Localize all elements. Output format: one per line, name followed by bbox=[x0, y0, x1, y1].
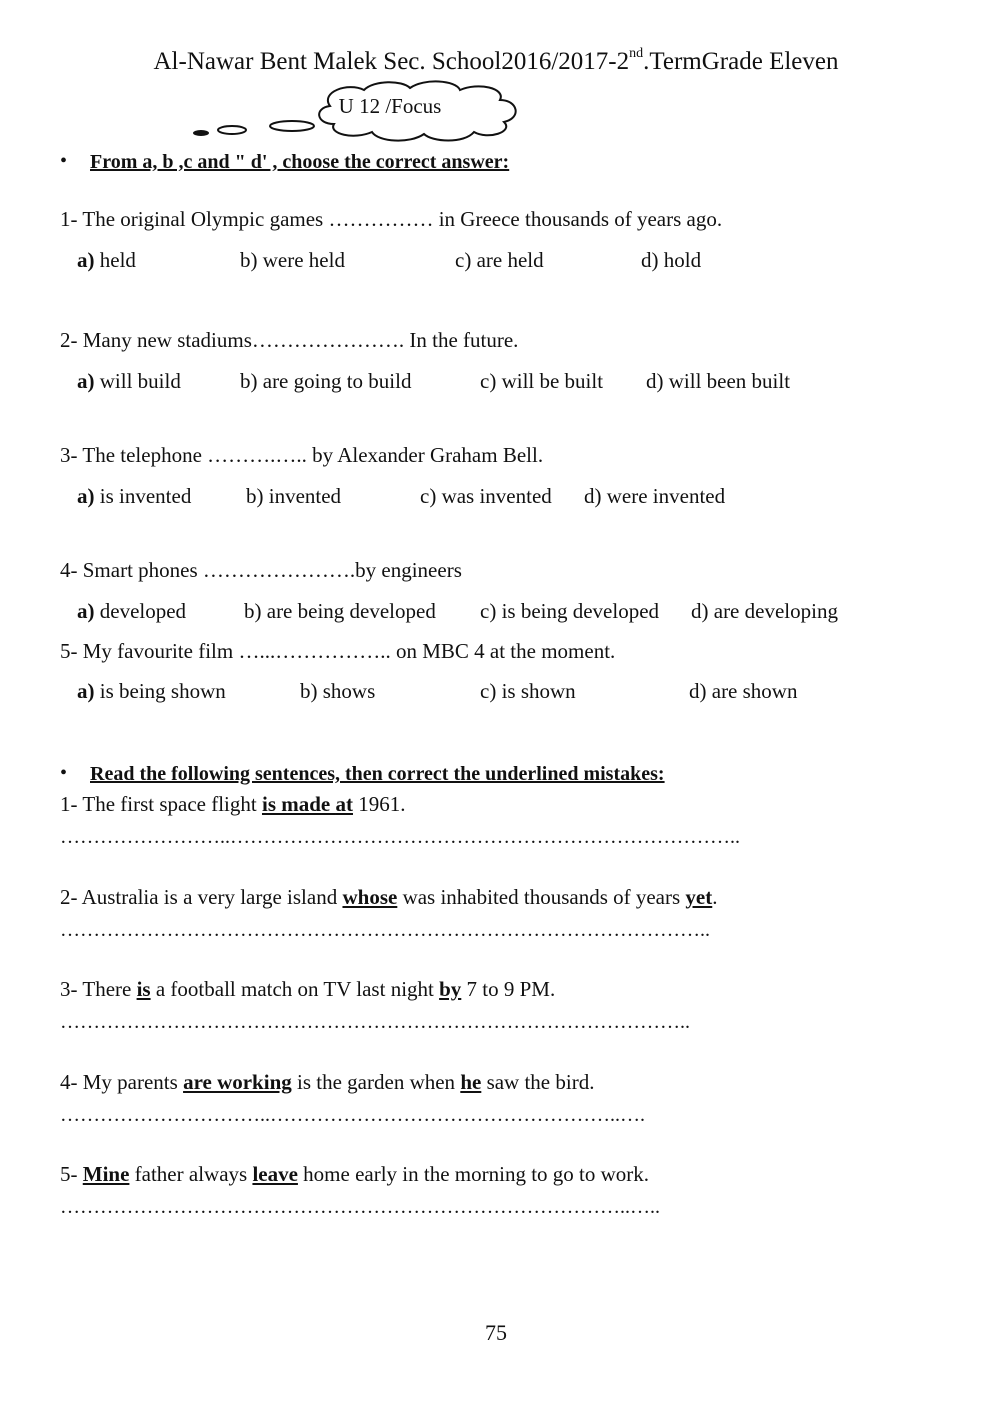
section1-instruction: From a, b ,c and " d' , choose the correct answer: bbox=[90, 151, 510, 173]
question-3-option-b: b) invented bbox=[246, 484, 342, 508]
underlined-mistake: whose bbox=[342, 885, 398, 909]
option-text: is invented bbox=[94, 484, 192, 508]
bullet-icon: • bbox=[60, 762, 68, 784]
page-header bbox=[0, 46, 992, 76]
option-letter: a) bbox=[77, 248, 95, 272]
sentence-text: . bbox=[712, 885, 718, 909]
question-2-option-d: d) will been built bbox=[646, 369, 791, 393]
answer-line-1: ……………………..………………………………………………………………….. bbox=[60, 826, 740, 848]
sentence-text: a football match on TV last night bbox=[150, 977, 440, 1001]
sentence-text: home early in the morning to go to work. bbox=[297, 1162, 650, 1186]
question-3-option-c: c) was invented bbox=[420, 484, 552, 508]
sentence-5 bbox=[60, 1162, 649, 1187]
bullet-icon: • bbox=[60, 150, 68, 172]
question-3-option-d: d) were invented bbox=[584, 484, 726, 508]
question-1-option-c: c) are held bbox=[455, 248, 544, 272]
underlined-mistake: at bbox=[335, 792, 353, 816]
underlined-mistake: Mine bbox=[82, 1162, 130, 1186]
option-letter: a) bbox=[77, 484, 95, 508]
question-3-stem: 3- The telephone ……….….. by Alexander Graham Bell. bbox=[60, 443, 544, 467]
question-4-option-c: c) is being developed bbox=[480, 599, 660, 623]
question-1-option-b: b) were held bbox=[240, 248, 345, 272]
underlined-mistake: yet bbox=[685, 885, 713, 909]
question-2-option-c: c) will be built bbox=[480, 369, 604, 393]
question-4-stem: 4- Smart phones ………………….by engineers bbox=[60, 558, 462, 582]
page-number: 75 bbox=[485, 1320, 507, 1345]
underlined-mistake: by bbox=[439, 977, 462, 1001]
sentence-text: saw the bird. bbox=[481, 1070, 595, 1094]
question-2-option-b: b) are going to build bbox=[240, 369, 412, 393]
sentence-text: 7 to 9 PM. bbox=[461, 977, 556, 1001]
question-1-option-a bbox=[77, 248, 136, 273]
option-letter: a) bbox=[77, 679, 95, 703]
answer-line-5: …………………………………………………………………………..….. bbox=[60, 1196, 660, 1218]
sentence-2 bbox=[60, 885, 718, 910]
sentence-text: was inhabited thousands of years bbox=[397, 885, 686, 909]
section2-instruction: Read the following sentences, then correct the underlined mistakes: bbox=[90, 763, 665, 785]
sentence-text: is the garden when bbox=[291, 1070, 461, 1094]
question-5-option-a bbox=[77, 679, 226, 704]
question-2-stem: 2- Many new stadiums…………………. In the future. bbox=[60, 328, 519, 352]
question-5-option-b: b) shows bbox=[300, 679, 376, 703]
header-title-sup: nd bbox=[629, 46, 644, 61]
question-4-option-d: d) are developing bbox=[691, 599, 838, 623]
header-title-prefix: Al-Nawar Bent Malek Sec. School2016/2017-2 bbox=[153, 48, 630, 75]
underlined-mistake: leave bbox=[252, 1162, 298, 1186]
sentence-3 bbox=[60, 977, 555, 1002]
sentence-1 bbox=[60, 792, 405, 817]
sentence-text: 1- The first space flight bbox=[60, 792, 262, 816]
sentence-text: 1961. bbox=[352, 792, 406, 816]
question-2-option-a bbox=[77, 369, 181, 394]
sentence-text: father always bbox=[129, 1162, 253, 1186]
question-3-option-a bbox=[77, 484, 191, 509]
sentence-text: 3- There bbox=[60, 977, 137, 1001]
option-letter: a) bbox=[77, 369, 95, 393]
sentence-4 bbox=[60, 1070, 594, 1095]
unit-label: U 12 /Focus bbox=[338, 94, 442, 118]
underlined-mistake: is made bbox=[261, 792, 336, 816]
option-text: will build bbox=[94, 369, 181, 393]
question-4-option-b: b) are being developed bbox=[244, 599, 436, 623]
question-1-stem: 1- The original Olympic games …………… in Greece thousands of years ago. bbox=[60, 207, 723, 231]
answer-line-2: …………………………………………………………………………………….. bbox=[60, 919, 710, 941]
underlined-mistake: is bbox=[136, 977, 151, 1001]
option-text: developed bbox=[94, 599, 187, 623]
question-5-option-c: c) is shown bbox=[480, 679, 576, 703]
question-1-option-d: d) hold bbox=[641, 248, 702, 272]
underlined-mistake: he bbox=[460, 1070, 482, 1094]
underlined-mistake: are working bbox=[183, 1070, 292, 1094]
sentence-text: 4- My parents bbox=[60, 1070, 184, 1094]
answer-line-4: …………………………..……………………………………………..…. bbox=[60, 1104, 645, 1126]
header-title-suffix: .TermGrade Eleven bbox=[643, 48, 839, 75]
option-text: is being shown bbox=[94, 679, 226, 703]
sentence-text: 2- Australia is a very large island bbox=[60, 885, 343, 909]
option-text: held bbox=[94, 248, 136, 272]
question-4-option-a bbox=[77, 599, 186, 624]
sentence-text: 5- bbox=[60, 1162, 83, 1186]
option-letter: a) bbox=[77, 599, 95, 623]
question-5-stem: 5- My favourite film …...…………….. on MBC 4 at the moment. bbox=[60, 639, 616, 663]
question-5-option-d: d) are shown bbox=[689, 679, 798, 703]
answer-line-3: ………………………………………………………………………………….. bbox=[60, 1011, 690, 1033]
